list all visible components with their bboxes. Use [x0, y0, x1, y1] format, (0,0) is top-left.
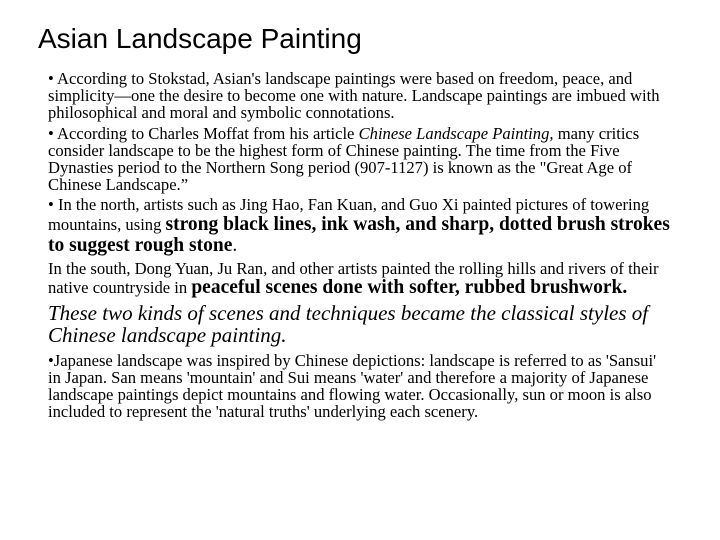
moffat-intro-text: • According to Charles Moffat from his article [48, 123, 359, 143]
moffat-body-text: many critics consider landscape to be the highest form of Chinese painting. The time from the Five Dynasties period to the Northern Song period (907-1127) is known as the "Great Age of Chinese Landscape.” [48, 123, 640, 195]
paragraph-north [48, 196, 670, 255]
paragraph-south [48, 260, 670, 298]
paragraph-stokstad: • According to Stokstad, Asian's landscape paintings were based on freedom, peace, and simplicity—one the desire to become one with nature. Landscape paintings are imbued with philosophical and moral and symbolic connotations. [48, 69, 660, 123]
slide-body [48, 70, 670, 421]
slide-title: Asian Landscape Painting [38, 23, 362, 54]
south-technique-emphasis: peaceful scenes done with softer, rubbed brushwork. [191, 276, 628, 298]
north-intro-text: • In the north, artists such as Jing Hao, Fan Kuan, and Guo Xi painted pictures of towering mountains, using [48, 195, 650, 234]
paragraph-japanese: •Japanese landscape was inspired by Chinese depictions: landscape is referred to as 'Sansui' in Japan. San means 'mountain' and Sui means 'water' and therefore a majority of Japanese landscape paintings depict mountains and flowing water. Occasionally, sun or moon is also included to represent the 'natural truths' underlying each scenery. [48, 350, 657, 422]
paragraph-classical-styles: These two kinds of scenes and techniques became the classical styles of Chinese landscape painting. [48, 300, 649, 347]
paragraph-moffat [48, 125, 670, 194]
article-title: Chinese Landscape Painting, [358, 123, 554, 143]
north-period: . [232, 234, 238, 256]
north-technique-emphasis: strong black lines, ink wash, and sharp, dotted brush strokes to suggest rough stone [48, 213, 670, 256]
south-intro-text: In the south, Dong Yuan, Ju Ran, and other artists painted the rolling hills and rivers of their native countryside in [48, 258, 659, 297]
